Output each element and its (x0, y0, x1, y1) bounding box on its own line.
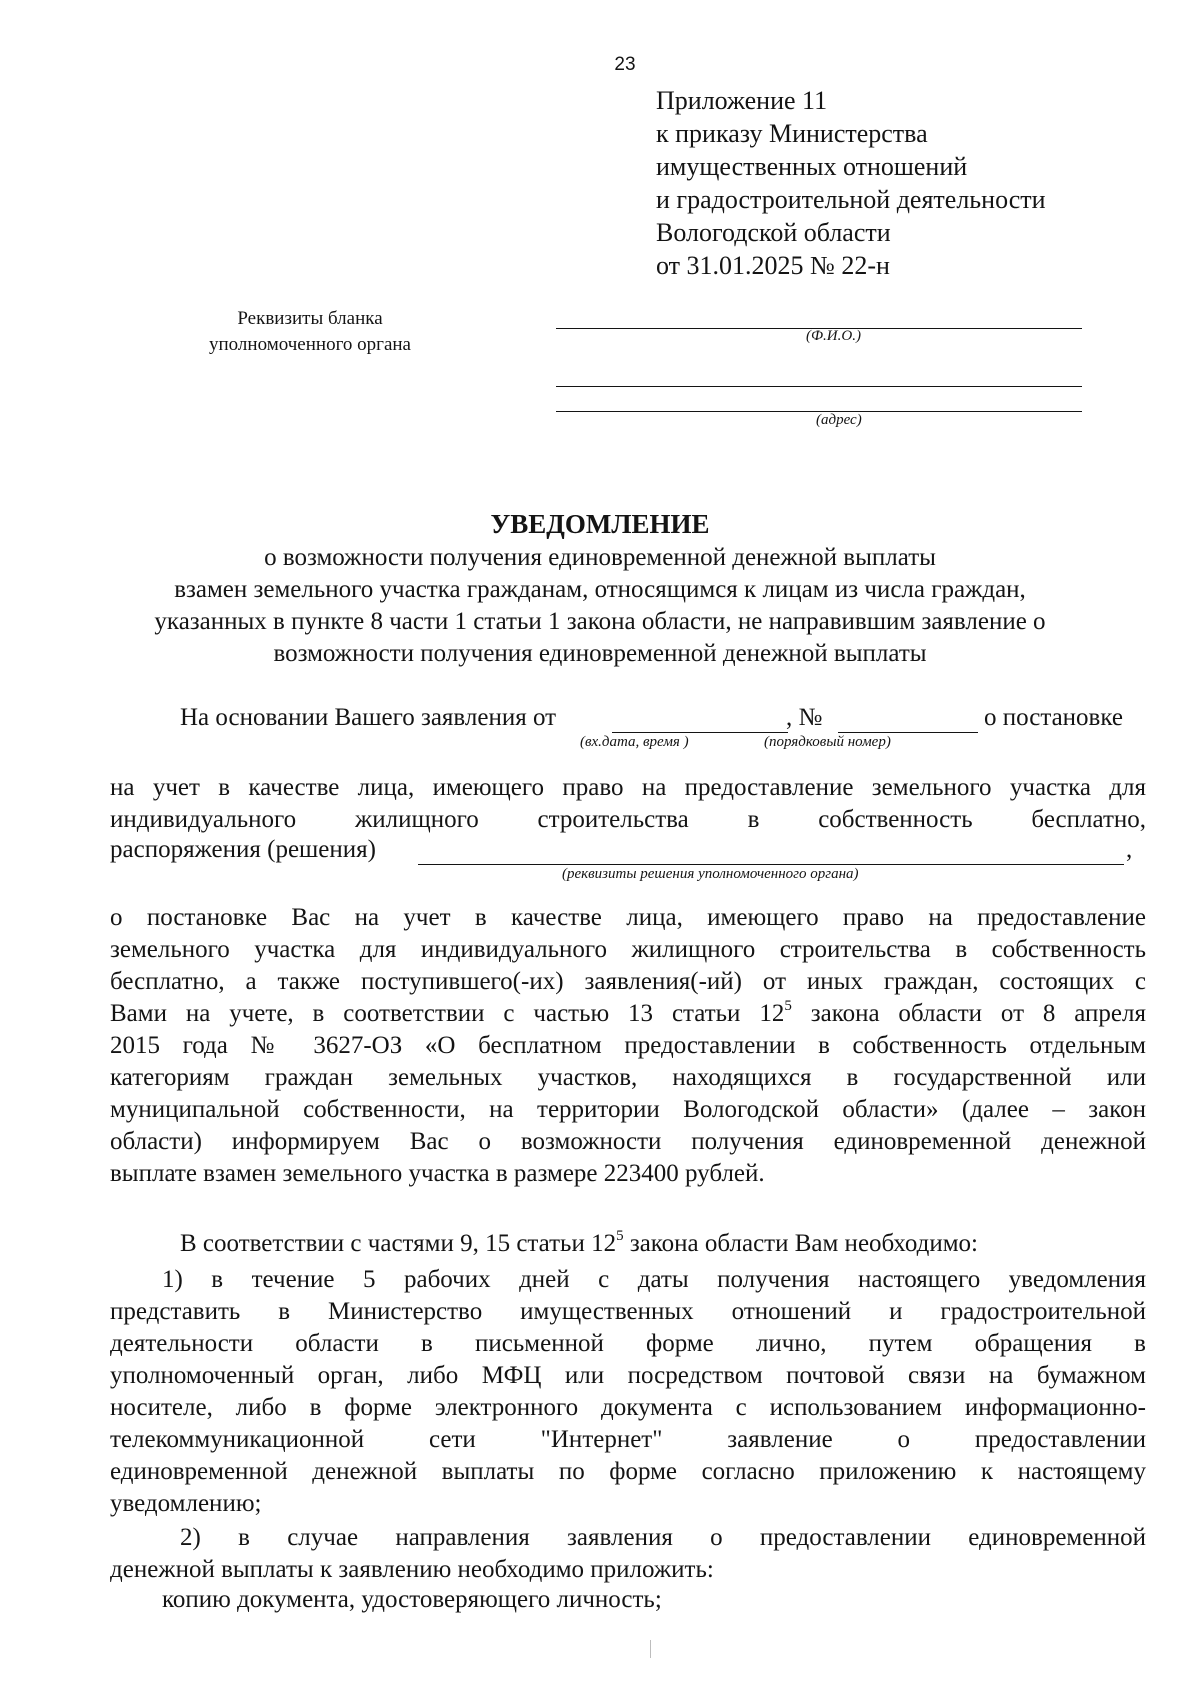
basis-number-sign: , № (786, 704, 823, 731)
page-number: 23 (614, 54, 636, 75)
appendix-line: и градостроительной деятельности (656, 185, 1046, 214)
appendix-line: к приказу Министерства (656, 119, 928, 148)
decision-hint: (реквизиты решения уполномоченного органа) (562, 866, 859, 882)
requisites-line: Реквизиты бланка (237, 308, 383, 329)
main-paragraph (110, 902, 1146, 1190)
fio-hint: (Ф.И.О.) (806, 328, 861, 344)
number-hint: (порядковый номер) (764, 734, 891, 750)
paragraph-line: области) информируем Вас о возможности получения единовременной денежной (110, 1128, 1146, 1155)
intro-fragment: закона области Вам необходимо: (623, 1230, 978, 1257)
paragraph-line: земельного участка для индивидуального жилищного строительства в собственность (110, 936, 1146, 963)
notice-heading: УВЕДОМЛЕНИЕ (490, 509, 710, 539)
date-hint: (вх.дата, время ) (580, 734, 689, 750)
item-line: представить в Министерство имущественных отношений и градостроительной (110, 1298, 1146, 1325)
notice-subtitle-line: возможности получения единовременной денежной выплаты (273, 640, 927, 667)
item-line: уведомлению; (110, 1490, 262, 1517)
notice-subtitle-line: взамен земельного участка гражданам, относящимся к лицам из числа граждан, (174, 576, 1026, 603)
address-line-1 (556, 386, 1082, 387)
item-line: 2) в случае направления заявления о предоставлении единовременной (180, 1524, 1146, 1551)
appendix-line: от 31.01.2025 № 22-н (656, 251, 890, 280)
scan-mark (650, 1640, 651, 1658)
paragraph-line: бесплатно, а также поступившего(-их) заявления(-ий) от иных граждан, состоящих с (110, 968, 1146, 995)
paragraph-line: 2015 года № 3627-ОЗ «О бесплатном предоставлении в собственность отдельным (110, 1032, 1146, 1059)
basis-prefix: На основании Вашего заявления от (180, 704, 557, 731)
requirement-item-3: копию документа, удостоверяющего личность; (162, 1586, 662, 1613)
appendix-line: имущественных отношений (656, 152, 968, 181)
requisites-line: уполномоченного органа (209, 334, 411, 355)
paragraph-line: выплате взамен земельного участка в размере 223400 рублей. (110, 1160, 765, 1187)
item-line: единовременной денежной выплаты по форме согласно приложению к настоящему (110, 1458, 1146, 1485)
appendix-header (656, 84, 1176, 282)
paragraph-line: о постановке Вас на учет в качестве лица, имеющего право на предоставление (110, 904, 1146, 931)
requirement-item-2 (110, 1522, 1146, 1586)
item-line: телекоммуникационной сети "Интернет" заявление о предоставлении (110, 1426, 1146, 1453)
registration-line: индивидуального жилищного строительства в собственность бесплатно, (110, 806, 1146, 833)
notice-subtitle-line: о возможности получения единовременной денежной выплаты (264, 544, 936, 571)
registration-text (110, 772, 1146, 836)
notice-title (100, 506, 1100, 670)
decision-blank (418, 864, 1124, 865)
requirement-item-1 (110, 1264, 1146, 1520)
item-line: деятельности области в письменной форме лично, путем обращения в (110, 1330, 1146, 1357)
appendix-line: Приложение 11 (656, 86, 828, 115)
paragraph-line (110, 998, 1146, 1030)
notice-subtitle-line: указанных в пункте 8 части 1 статьи 1 закона области, не направившим заявление о (154, 608, 1046, 635)
item-line: 1) в течение 5 рабочих дней с даты получения настоящего уведомления (162, 1266, 1146, 1293)
paragraph-line: категориям граждан земельных участков, находящихся в государственной или (110, 1064, 1146, 1091)
item-line: уполномоченный орган, либо МФЦ или посредством почтовой связи на бумажном (110, 1362, 1146, 1389)
superscript: 5 (616, 1227, 624, 1244)
letterhead-requisites (180, 306, 440, 358)
intro-fragment: В соответствии с частями 9, 15 статьи 12 (180, 1230, 617, 1257)
number-blank (838, 732, 978, 733)
registration-line: на учет в качестве лица, имеющего право на предоставление земельного участка для (110, 774, 1146, 801)
item-line: денежной выплаты к заявлению необходимо приложить: (110, 1556, 714, 1583)
appendix-line: Вологодской области (656, 218, 891, 247)
item-line: носителе, либо в форме электронного документа с использованием информационно- (110, 1394, 1146, 1421)
decision-suffix: , (1126, 836, 1133, 863)
address-hint: (адрес) (816, 412, 862, 428)
requirements-intro (180, 1227, 978, 1258)
superscript: 5 (784, 997, 792, 1014)
basis-suffix: о постановке (984, 704, 1123, 731)
decision-prefix: распоряжения (решения) (110, 836, 376, 863)
paragraph-fragment: закона области от 8 апреля (791, 1000, 1146, 1027)
paragraph-fragment: Вами на учете, в соответствии с частью 13 статьи 12 (110, 1000, 785, 1027)
paragraph-line: муниципальной собственности, на территории Вологодской области» (далее – закон (110, 1096, 1146, 1123)
date-blank (612, 732, 788, 733)
